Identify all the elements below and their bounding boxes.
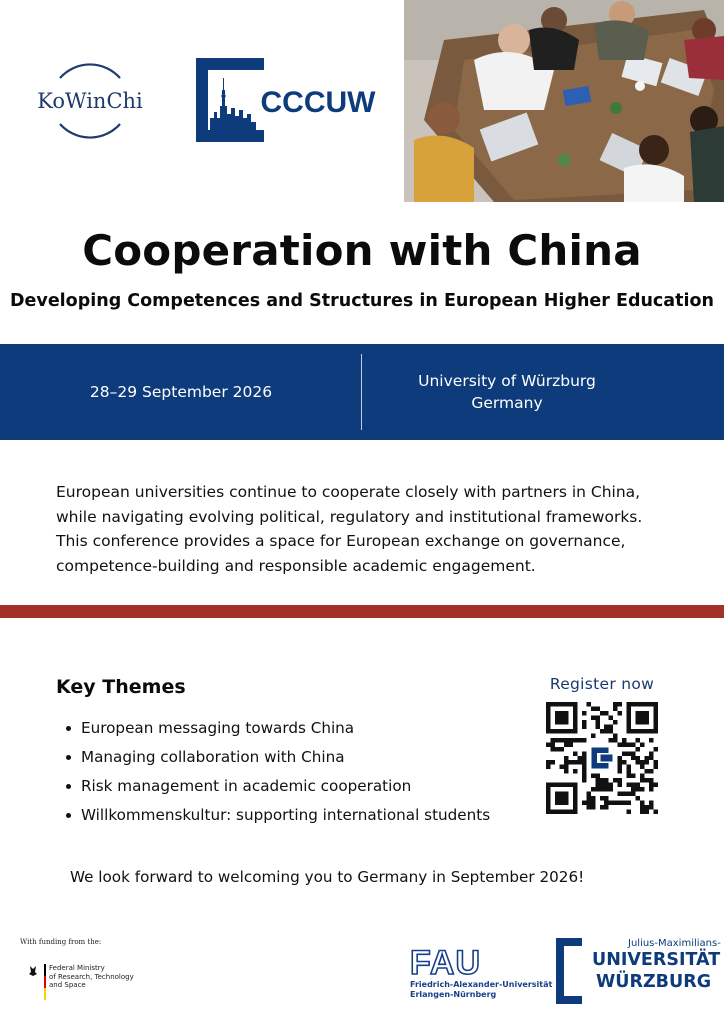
- key-themes-list: [66, 714, 490, 830]
- jmu-logo-line-1: UNIVERSITÄT: [592, 950, 721, 970]
- ministry-line-3: and Space: [49, 981, 86, 989]
- fau-name: [410, 980, 552, 1000]
- list-item: [66, 714, 490, 743]
- fau-name-line-1: Friedrich-Alexander-Universität: [410, 980, 553, 989]
- fau-name-line-2: Erlangen-Nürnberg: [410, 990, 497, 999]
- event-date: 28–29 September 2026: [89, 383, 273, 401]
- event-info-band: [0, 344, 724, 440]
- ministry-name: [49, 964, 134, 990]
- kowinchi-logo-text: KoWinChi: [37, 89, 143, 113]
- venue-line-1: University of Würzburg: [418, 372, 596, 390]
- bullet-icon: [66, 813, 71, 818]
- registration-qr-code[interactable]: [546, 702, 658, 814]
- jmu-logo-line-2: WÜRZBURG: [596, 972, 712, 992]
- theme-text: Managing collaboration with China: [81, 748, 345, 766]
- ministry-line-2: of Research, Technology: [49, 972, 134, 981]
- funding-label: With funding from the:: [20, 938, 102, 946]
- header-section: [0, 0, 724, 202]
- key-themes-heading: Key Themes: [56, 676, 186, 698]
- list-item: [66, 743, 490, 772]
- bullet-icon: [66, 784, 71, 789]
- page-title: Cooperation with China: [82, 226, 642, 275]
- cccuw-logo: [194, 56, 384, 144]
- list-item: [66, 801, 490, 830]
- ministry-line-1: Federal Ministry: [49, 964, 105, 972]
- theme-text: Risk management in academic cooperation: [81, 777, 412, 795]
- funding-block: [20, 938, 160, 946]
- cccuw-logo-text: CCCUW: [260, 86, 376, 119]
- bullet-icon: [66, 726, 71, 731]
- theme-text: European messaging towards China: [81, 719, 355, 737]
- kowinchi-logo: [26, 56, 154, 146]
- venue-line-2: Germany: [471, 394, 543, 412]
- intro-paragraph: European universities continue to cooperate closely with partners in China, while navigating evolving political, regulatory and institutional frameworks. This conference provides a space for European exchange on governance, competence-building and responsible academic engagement.: [56, 483, 643, 575]
- event-venue: [362, 344, 652, 440]
- bullet-icon: [66, 755, 71, 760]
- fau-logo-text: FAU: [410, 944, 481, 982]
- theme-text: Willkommenskultur: supporting international students: [81, 806, 491, 824]
- register-now-label[interactable]: Register now: [549, 675, 655, 693]
- team-meeting-photo: [404, 0, 724, 202]
- list-item: [66, 772, 490, 801]
- page-subtitle: Developing Competences and Structures in European Higher Education: [10, 291, 714, 311]
- closing-statement: We look forward to welcoming you to Germany in September 2026!: [70, 868, 585, 886]
- jmu-logo-top: Julius-Maximilians-: [628, 938, 721, 949]
- accent-divider: [0, 605, 724, 618]
